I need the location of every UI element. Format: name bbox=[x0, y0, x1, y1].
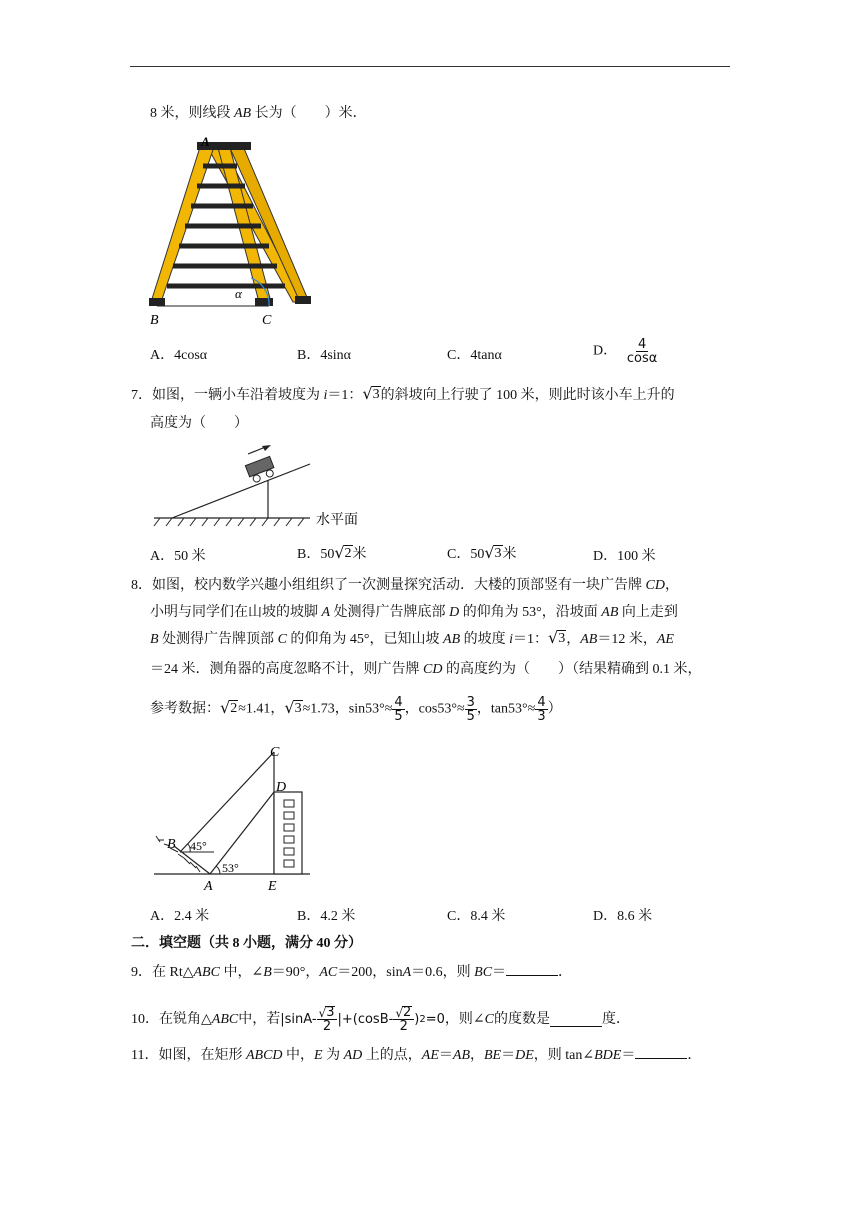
q11-d: 上的点， bbox=[362, 1048, 422, 1063]
q11-ab: AB bbox=[452, 1048, 470, 1063]
q7-t3: 的斜坡向上行驶了 100 米，则此时该小车上升的 bbox=[380, 388, 675, 403]
q8-f1-num: 4 bbox=[394, 695, 403, 710]
q7-option-b[interactable]: B．50 √ 2 米 bbox=[297, 543, 367, 562]
label-b: B bbox=[150, 313, 159, 328]
q8-angle-53: 53° bbox=[222, 861, 239, 875]
q10-expression: |sinA- √ 3 2 |+(cosB- √ 2 2 ) 2 =0 bbox=[280, 1005, 445, 1034]
label-a: A bbox=[201, 134, 210, 149]
q7-t1: 如图，一辆小车沿着坡度为 bbox=[152, 388, 324, 403]
q10-angle-c: C bbox=[484, 1011, 494, 1027]
q8-l2d: 向上走到 bbox=[618, 605, 678, 620]
q8-line-ad bbox=[210, 792, 274, 874]
q9-a: 9．在 Rt△ bbox=[131, 965, 194, 980]
cart-icon bbox=[245, 456, 276, 484]
q11-eq3: ＝ bbox=[621, 1048, 636, 1063]
q11-bde: BDE bbox=[594, 1048, 622, 1063]
q11-h: ，则 tan∠ bbox=[533, 1048, 595, 1063]
q11-eq2: ＝ bbox=[501, 1048, 516, 1063]
q7-number: 7． bbox=[131, 388, 152, 403]
q10-r2: 2 bbox=[402, 1005, 412, 1020]
q10-expr3: ) bbox=[414, 1011, 420, 1027]
q10-d: 的度数是 bbox=[493, 1011, 550, 1027]
q8-l2a: 小明与同学们在山坡的坡脚 bbox=[150, 605, 322, 620]
q10-expr4: =0 bbox=[425, 1011, 445, 1027]
q8-label-d: D bbox=[276, 780, 287, 795]
q10-d2: 2 bbox=[322, 1019, 332, 1034]
q11-f: ， bbox=[470, 1048, 484, 1063]
ground-hatch bbox=[154, 518, 304, 526]
q8-building bbox=[274, 792, 302, 874]
q8-l3-i: i bbox=[509, 632, 514, 647]
q8-option-a[interactable]: A．2.4 米 bbox=[150, 909, 210, 924]
q9-sin-a: A bbox=[402, 965, 412, 980]
label-c: C bbox=[262, 313, 272, 328]
q10-e: 度． bbox=[601, 1011, 630, 1027]
q8-l2-a: A bbox=[321, 605, 331, 620]
q8-l3f: ＝12 米， bbox=[597, 632, 657, 647]
q7-option-a[interactable]: A．50 米 bbox=[150, 549, 206, 564]
q7-c-rad: 3 bbox=[494, 546, 502, 561]
q8-f3-den: 3 bbox=[537, 709, 546, 724]
q8-l5a: 参考数据： bbox=[150, 701, 220, 717]
q11-b: 中， bbox=[282, 1048, 315, 1063]
q9 bbox=[131, 961, 572, 983]
q8-l3-c: C bbox=[277, 632, 287, 647]
q9-angle-b: B bbox=[263, 965, 272, 980]
slope-figure bbox=[150, 446, 380, 532]
q8-label-b: B bbox=[167, 837, 176, 852]
q9-b: 中，∠ bbox=[219, 965, 264, 980]
q6-d-den: cosα bbox=[626, 351, 658, 366]
q7-t2: ＝1： bbox=[327, 388, 363, 403]
q11-be: BE bbox=[484, 1048, 502, 1063]
q8-l3-ab2: AB bbox=[580, 632, 598, 647]
q8-l3c: 的坡度 bbox=[460, 632, 510, 647]
q8-l5-r3: 3 bbox=[294, 700, 302, 716]
q10-r3: 3 bbox=[326, 1005, 335, 1020]
q8-l3-b: B bbox=[150, 632, 159, 647]
q8-l5f: ） bbox=[547, 701, 562, 717]
q8-l4a: ＝24 米．测角器的高度忽略不计，则广告牌 bbox=[150, 662, 423, 677]
q7-b-rad: 2 bbox=[344, 546, 352, 561]
q8-l2-ab: AB bbox=[601, 605, 619, 620]
q8-arc-53 bbox=[216, 866, 220, 874]
q8-option-d[interactable]: D．8.6 米 bbox=[593, 909, 653, 924]
q9-e: ＝0.6，则 bbox=[411, 965, 475, 980]
q9-bc: BC bbox=[474, 965, 493, 980]
section-2-heading: 二．填空题（共 8 小题，满分 40 分） bbox=[131, 936, 362, 951]
q8-f2-den: 5 bbox=[466, 709, 475, 724]
q6-ab: AB bbox=[234, 106, 252, 121]
q10-answer-blank[interactable] bbox=[550, 1012, 602, 1027]
q8-l5e: ，tan53°≈ bbox=[476, 701, 536, 717]
q6-option-a[interactable]: A．4cosα bbox=[150, 348, 208, 363]
q8-option-b[interactable]: B．4.2 米 bbox=[297, 909, 356, 924]
q8-option-c[interactable]: C．8.4 米 bbox=[447, 909, 506, 924]
q9-ac: AC bbox=[319, 965, 338, 980]
q6-text bbox=[150, 104, 367, 124]
q10-expr2: |+(cosB- bbox=[337, 1011, 394, 1027]
q9-c: ＝90°， bbox=[271, 965, 320, 980]
q8-line4 bbox=[150, 660, 701, 680]
q8-f3-num: 4 bbox=[537, 695, 546, 710]
q8-l1: 8．如图，校内数学兴趣小组组织了一次测量探究活动．大楼的顶部竖有一块广告牌 bbox=[131, 578, 646, 593]
q8-l2c: 的仰角为 53°，沿坡面 bbox=[459, 605, 602, 620]
q8-l3a: 处测得广告牌顶部 bbox=[158, 632, 278, 647]
q11-c: 为 bbox=[322, 1048, 344, 1063]
q8-l1-cd: CD bbox=[645, 578, 665, 593]
q8-l3e: ， bbox=[566, 632, 581, 647]
q10-a: 10．在锐角△ bbox=[131, 1011, 212, 1027]
q8-f2-num: 3 bbox=[466, 695, 475, 710]
q11-a: 11．如图，在矩形 bbox=[131, 1048, 246, 1063]
q8-l4b: 的高度约为（ ）（结果精确到 0.1 米， bbox=[442, 662, 702, 677]
q10 bbox=[131, 1006, 630, 1033]
q8-f1-den: 5 bbox=[394, 709, 403, 724]
q8-l4-cd: CD bbox=[423, 662, 443, 677]
q8-l5c: ≈1.73，sin53°≈ bbox=[302, 701, 393, 717]
q7-b-pre: B．50 bbox=[297, 547, 335, 562]
q10-c: ，则∠ bbox=[444, 1011, 485, 1027]
q8-l3-ae: AE bbox=[656, 632, 674, 647]
q9-answer-blank[interactable] bbox=[506, 961, 558, 976]
q11-abcd: ABCD bbox=[245, 1048, 283, 1063]
q7-c-post: 米 bbox=[502, 547, 517, 562]
q8-l1-end: ， bbox=[664, 578, 679, 593]
q8-line1 bbox=[131, 576, 679, 596]
q8-l3d: ＝1： bbox=[513, 632, 549, 647]
header-rule bbox=[130, 66, 730, 67]
q6-text-post: 长为（ ）米． bbox=[251, 106, 367, 121]
label-horizontal: 水平面 bbox=[316, 513, 358, 528]
label-alpha: α bbox=[235, 286, 242, 301]
q6-option-b[interactable]: B．4sinα bbox=[297, 348, 352, 363]
q6-option-c[interactable]: C．4tanα bbox=[447, 348, 502, 363]
q7-option-d[interactable]: D．100 米 bbox=[593, 549, 656, 564]
q11-ae: AE bbox=[421, 1048, 439, 1063]
q11-answer-blank[interactable] bbox=[635, 1044, 687, 1059]
q7-line1: 7．如图，一辆小车沿着坡度为 i＝1： √ 3 的斜坡向上行驶了 100 米，则此时该小车上升的 bbox=[131, 384, 675, 403]
q9-g: ． bbox=[558, 965, 573, 980]
q11-de: DE bbox=[515, 1048, 534, 1063]
q7-i: i bbox=[323, 388, 328, 403]
q8-l5b: ≈1.41， bbox=[238, 701, 285, 717]
q8-l2b: 处测得广告牌底部 bbox=[330, 605, 450, 620]
slope-line bbox=[172, 464, 310, 518]
q11-j: ． bbox=[687, 1048, 702, 1063]
q7-rad: 3 bbox=[372, 387, 380, 402]
q10-b: 中，若 bbox=[238, 1011, 281, 1027]
q11 bbox=[131, 1044, 701, 1066]
q10-d3: 2 bbox=[399, 1019, 408, 1034]
q8-label-a: A bbox=[204, 879, 213, 894]
q8-line-bc bbox=[180, 752, 274, 852]
q8-l2-d: D bbox=[449, 605, 460, 620]
q7-b-post: 米 bbox=[352, 547, 367, 562]
q6-option-d-prefix: D． bbox=[593, 343, 618, 359]
q8-l3-ab: AB bbox=[443, 632, 461, 647]
q10-square: 2 bbox=[419, 1013, 426, 1025]
q8-l5-r2: 2 bbox=[230, 700, 238, 716]
q9-abc: ABC bbox=[193, 965, 220, 980]
q11-ad: AD bbox=[343, 1048, 363, 1063]
arrow-head-icon bbox=[262, 445, 271, 451]
q9-d: ＝200，sin bbox=[337, 965, 403, 980]
q10-abc: ABC bbox=[211, 1011, 239, 1027]
q6-option-d[interactable] bbox=[593, 338, 667, 365]
q8-line5: 参考数据： √ 2 ≈1.41， √ 3 ≈1.73，sin53°≈ $\frac{4}{5}$ ，cos53°≈ $\frac{3}{5}$ ，tan53°≈ $\frac{4}{3}$ ） bbox=[150, 695, 562, 724]
q8-label-c: C bbox=[270, 745, 280, 760]
q11-e-point: E bbox=[314, 1048, 323, 1063]
q9-f: ＝ bbox=[492, 965, 507, 980]
q11-eq1: ＝ bbox=[438, 1048, 453, 1063]
q6-text-pre: 8 米，则线段 bbox=[150, 106, 234, 121]
q6-d-num: 4 bbox=[637, 337, 647, 352]
q8-line2 bbox=[150, 603, 678, 623]
q10-expr1: |sinA- bbox=[280, 1011, 317, 1027]
q8-label-e: E bbox=[268, 879, 277, 894]
ladder-figure bbox=[145, 130, 320, 330]
q8-l3b: 的仰角为 45°，已知山坡 bbox=[286, 632, 444, 647]
q8-l3-rad: 3 bbox=[558, 631, 566, 646]
q7-option-c[interactable]: C．50 √ 3 米 bbox=[447, 543, 517, 562]
q7-c-pre: C．50 bbox=[447, 547, 485, 562]
q8-line3: B 处测得广告牌顶部 C 的仰角为 45°，已知山坡 AB 的坡度 i＝1： √ 3 ，AB＝12 米，AE bbox=[150, 628, 674, 647]
billboard-figure bbox=[150, 740, 320, 900]
q8-l5d: ，cos53°≈ bbox=[404, 701, 465, 717]
q7-line2: 高度为（ ） bbox=[150, 416, 248, 431]
q8-angle-45: 45° bbox=[190, 839, 207, 853]
